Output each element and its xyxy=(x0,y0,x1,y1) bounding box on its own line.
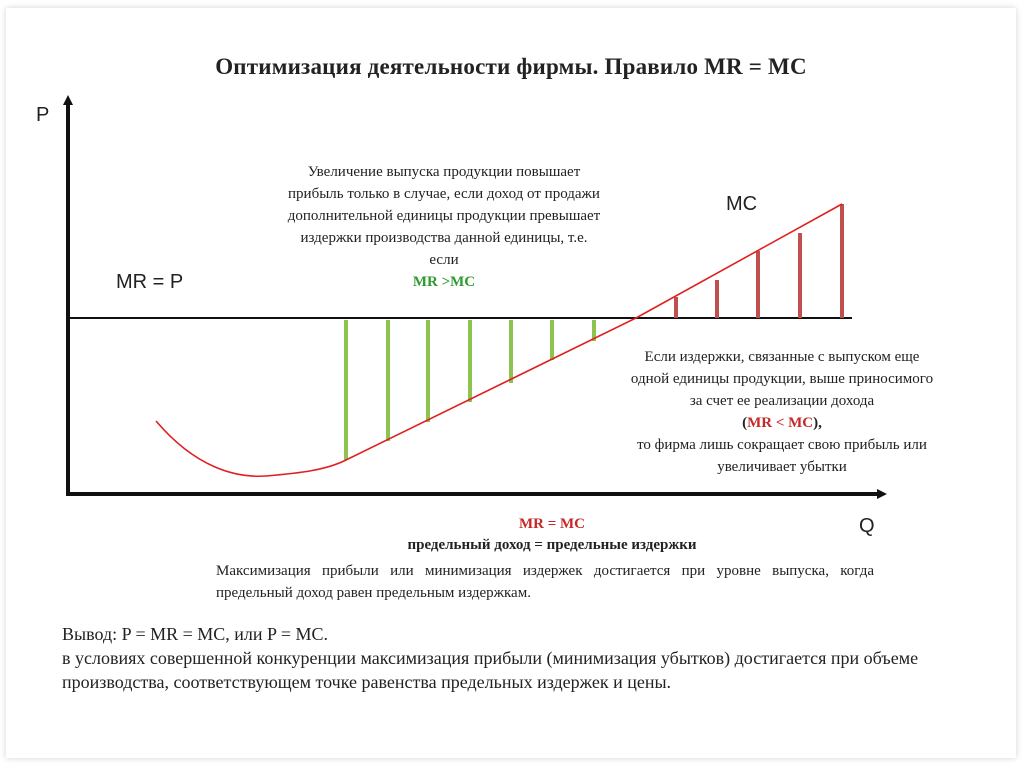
note-line: Если издержки, связанные с выпуском еще xyxy=(644,349,920,365)
equality-formula: MR = MC xyxy=(518,516,586,532)
note-line: увеличивает убытки xyxy=(717,459,847,475)
mr-label: MR = P xyxy=(116,271,184,293)
condition-mr-less-mc: MR < MC xyxy=(747,415,814,431)
note-line: издержки производства данной единицы, т.е. xyxy=(300,230,588,246)
equality-caption: предельный доход = предельные издержки xyxy=(407,537,697,553)
note-line: одной единицы продукции, выше приносимого xyxy=(630,371,934,387)
conclusion-line2: в условиях совершенной конкуренции максимизация прибыли (минимизация убытков) достигается при объеме производства, соответствующем точке равенства предельных издержек и цены. xyxy=(62,648,919,692)
slide-title: Оптимизация деятельности фирмы. Правило MR = MC xyxy=(215,54,807,79)
conclusion xyxy=(62,622,962,694)
note-line: то фирма лишь сокращает свою прибыль или xyxy=(637,437,927,453)
note-line: дополнительной единицы продукции превышает xyxy=(287,208,601,224)
note-mr-less-mc xyxy=(572,346,992,478)
note-line: Увеличение выпуска продукции повышает xyxy=(307,164,581,180)
note-line: прибыль только в случае, если доход от продажи xyxy=(288,186,600,202)
equality-block xyxy=(302,514,802,556)
paren-close: ), xyxy=(813,415,822,431)
note-line: если xyxy=(429,252,459,268)
paren-open: ( xyxy=(742,415,748,431)
y-axis-label: P xyxy=(36,104,50,126)
condition-mr-greater-mc: MR >MC xyxy=(412,274,476,290)
condition-line xyxy=(572,412,992,434)
conclusion-line1: Вывод: P = MR = MC, или P = MC. xyxy=(62,624,329,644)
x-axis-label: Q xyxy=(859,515,875,537)
note-mr-greater-mc xyxy=(220,161,668,293)
slide xyxy=(6,8,1016,758)
note-line: за счет ее реализации дохода xyxy=(689,393,875,409)
mc-label: MC xyxy=(726,193,758,215)
maximization-text: Максимизация прибыли или минимизация издержек достигается при уровне выпуска, когда предельный доход равен предельным издержкам. xyxy=(216,563,874,601)
